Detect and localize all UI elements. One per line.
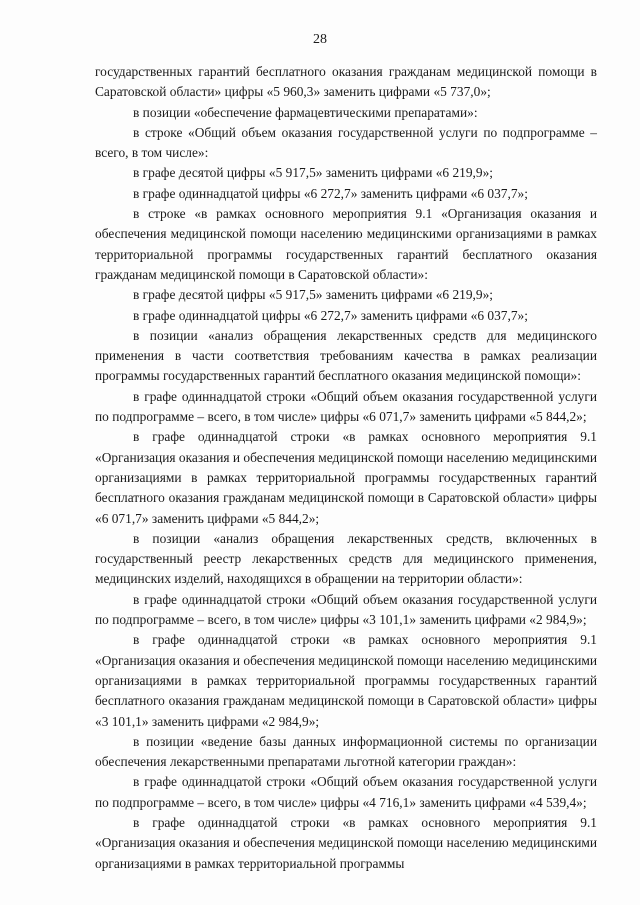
paragraph: в графе одиннадцатой строки «Общий объем оказания государственной услуги по подпрограмме – всего, в том числе» цифры «3 101,1» заменить цифрами «2 984,9»;	[95, 591, 597, 628]
paragraph: в графе одиннадцатой цифры «6 272,7» заменить цифрами «6 037,7»;	[133, 185, 528, 201]
paragraph: в графе одиннадцатой строки «в рамках основного мероприятия 9.1 «Организация оказания и обеспечения медицинской помощи населению медицинскими организациями в рамках территориальной программы	[95, 814, 598, 871]
paragraph: в графе одиннадцатой строки «Общий объем оказания государственной услуги по подпрограмме – всего, в том числе» цифры «4 716,1» заменить цифрами «4 539,4»;	[95, 774, 597, 810]
paragraph: в позиции «анализ обращения лекарственных средств, включенных в государственный реестр лекарственных средств для медицинского применения, медицинских изделий, находящихся в обращении на территории области»:	[95, 530, 597, 587]
paragraph: в позиции «анализ обращения лекарственных средств для медицинского применения в части соответствия требованиям качества в рамках реализации программы государственных гарантий бесплатного оказания медицинской помощи»:	[95, 327, 597, 384]
document-body	[95, 62, 597, 874]
paragraph: в графе одиннадцатой строки «Общий объем оказания государственной услуги по подпрограмме – всего, в том числе» цифры «6 071,7» заменить цифрами «5 844,2»;	[95, 388, 597, 425]
paragraph: в строке «Общий объем оказания государственной услуги по подпрограмме – всего, в том числе»:	[95, 124, 597, 161]
paragraph: в графе десятой цифры «5 917,5» заменить цифрами «6 219,9»;	[133, 287, 494, 303]
paragraph: в графе десятой цифры «5 917,5» заменить цифрами «6 219,9»;	[133, 165, 494, 181]
paragraph: в позиции «обеспечение фармацевтическими препаратами»:	[133, 104, 478, 120]
paragraph: в графе одиннадцатой строки «в рамках основного мероприятия 9.1 «Организация оказания и обеспечения медицинской помощи населению медицинскими организациями в рамках территориальной программы государственных гарантий бесплатного оказания гражданам медицинской помощи в Саратовской области» цифры «3 101,1» заменить цифрами «2 984,9»;	[95, 632, 598, 729]
paragraph: государственных гарантий бесплатного оказания гражданам медицинской помощи в Саратовской области» цифры «5 960,3» заменить цифрами «5 737,0»;	[95, 64, 597, 100]
page-number: 28	[313, 32, 327, 47]
paragraph: в позиции «ведение базы данных информационной системы по организации обеспечения лекарственными препаратами льготной категории граждан»:	[95, 733, 597, 770]
paragraph: в графе одиннадцатой цифры «6 272,7» заменить цифрами «6 037,7»;	[133, 307, 528, 323]
paragraph: в строке «в рамках основного мероприятия 9.1 «Организация оказания и обеспечения медицинской помощи населению медицинскими организациями в рамках территориальной программы государственных гарантий бесплатного оказания гражданам медицинской помощи в Саратовской области»:	[95, 206, 597, 282]
paragraph: в графе одиннадцатой строки «в рамках основного мероприятия 9.1 «Организация оказания и обеспечения медицинской помощи населению медицинскими организациями в рамках территориальной программы государственных гарантий бесплатного оказания гражданам медицинской помощи в Саратовской области» цифры «6 071,7» заменить цифрами «5 844,2»;	[95, 429, 598, 526]
